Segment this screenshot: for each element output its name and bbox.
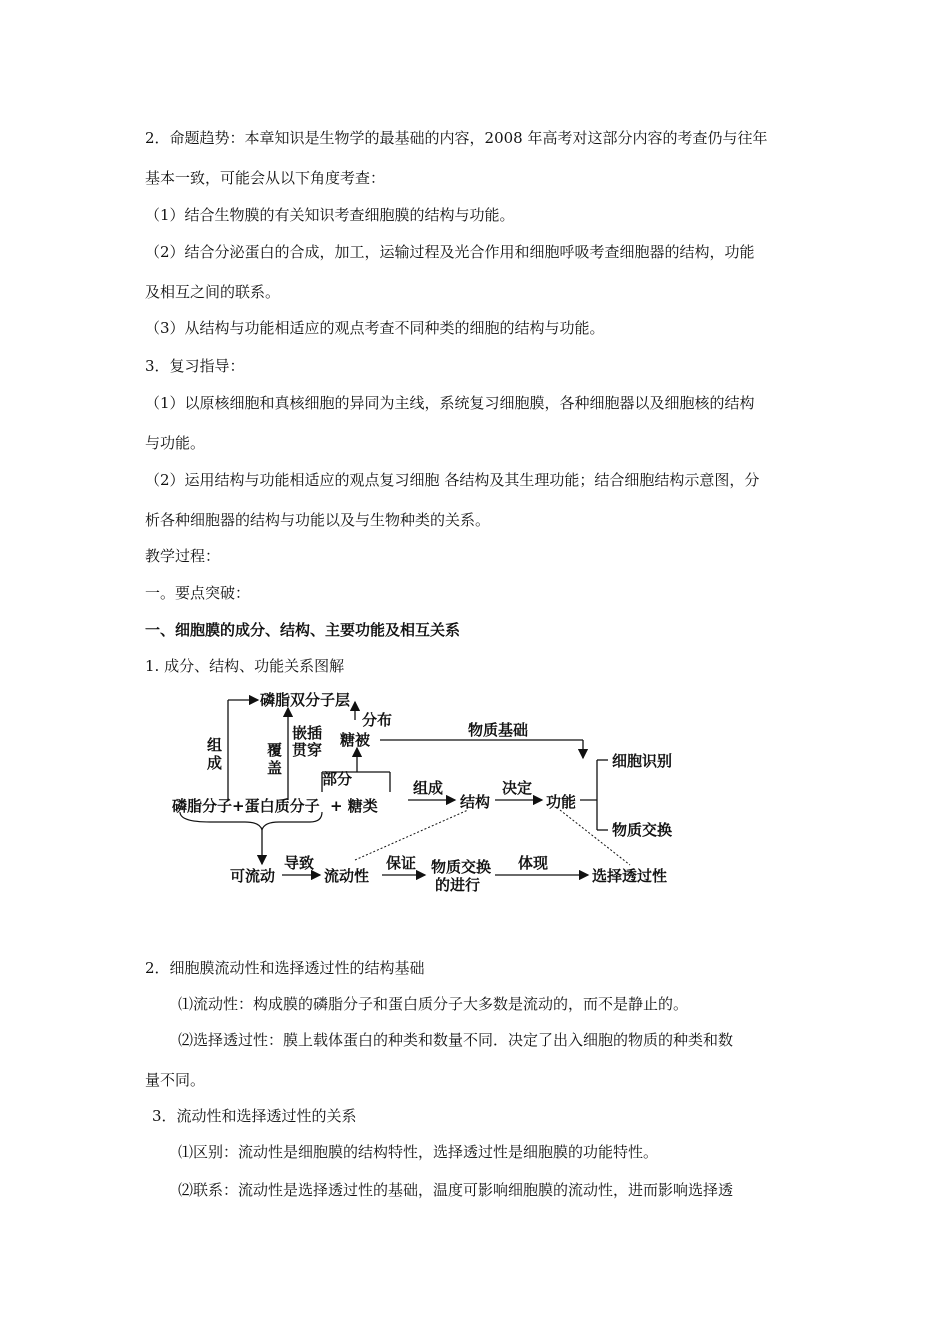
membrane-relationship-diagram <box>150 680 710 900</box>
list-item: ⑵联系：流动性是选择透过性的基础，温度可影响细胞膜的流动性，进而影响选择透 <box>178 1181 734 1199</box>
label-ensure: 保证 <box>386 854 417 872</box>
list-item-cont: 及相互之间的联系。 <box>145 283 281 301</box>
label-material-exchange: 物质交换 <box>612 821 673 839</box>
label-cell-recognition: 细胞识别 <box>612 752 673 770</box>
list-item: （3）从结构与功能相适应的观点考查不同种类的细胞的结构与功能。 <box>145 319 605 337</box>
label-embed: 嵌插 <box>292 724 323 742</box>
paragraph-trend-cont: 基本一致，可能会从以下角度考查： <box>145 169 386 187</box>
label-penetrate: 贯穿 <box>292 741 323 759</box>
list-item: ⑴区别：流动性是细胞膜的结构特性，选择透过性是细胞膜的功能特性。 <box>178 1143 659 1161</box>
list-item: （1）结合生物膜的有关知识考查细胞膜的结构与功能。 <box>145 206 515 224</box>
subheading: 2．细胞膜流动性和选择透过性的结构基础 <box>145 959 425 977</box>
label-exchange-2: 的进行 <box>435 876 481 894</box>
list-item-cont: 析各种细胞器的结构与功能以及与生物种类的关系。 <box>145 511 491 529</box>
label-distribute: 分布 <box>362 711 393 729</box>
list-item-cont: 与功能。 <box>145 434 206 452</box>
label-exchange-1: 物质交换 <box>431 858 492 876</box>
label-compose: 组成 <box>413 779 444 797</box>
bold-heading: 一、细胞膜的成分、结构、主要功能及相互关系 <box>145 621 461 639</box>
label-plus-sugar: + 糖类 <box>330 797 378 815</box>
label-compose-v1: 组 <box>207 736 223 754</box>
dotted-link-left <box>355 810 468 860</box>
label-material-basis: 物质基础 <box>468 721 529 739</box>
section-heading: 一。要点突破： <box>145 584 251 602</box>
list-item: （2）结合分泌蛋白的合成，加工，运输过程及光合作用和细胞呼吸考查细胞器的结构，功能 <box>145 243 755 261</box>
section-heading: 教学过程： <box>145 547 221 565</box>
label-cover-1: 覆 <box>267 741 283 759</box>
list-item: （1）以原核细胞和真核细胞的异同为主线，系统复习细胞膜，各种细胞器以及细胞核的结构 <box>145 394 755 412</box>
subheading: 3．流动性和选择透过性的关系 <box>152 1107 357 1125</box>
label-bilayer: 磷脂双分子层 <box>260 691 351 709</box>
label-cover-2: 盖 <box>267 759 283 777</box>
subheading: 1. 成分、结构、功能关系图解 <box>145 657 345 675</box>
label-selective: 选择透过性 <box>592 867 668 885</box>
list-item-cont: 量不同。 <box>145 1071 206 1089</box>
label-glycocalyx: 糖被 <box>340 731 371 749</box>
list-item: ⑵选择透过性：膜上载体蛋白的种类和数量不同．决定了出入细胞的物质的种类和数 <box>178 1031 734 1049</box>
label-leads-to: 导致 <box>284 854 315 872</box>
label-decide: 决定 <box>502 779 533 797</box>
label-part: 部分 <box>322 770 353 788</box>
label-function: 功能 <box>546 793 577 811</box>
label-fluidity: 流动性 <box>324 867 370 885</box>
label-embody: 体现 <box>518 854 549 872</box>
label-phospholipid-protein: 磷脂分子+蛋白质分子 <box>172 797 320 815</box>
label-structure: 结构 <box>460 793 491 811</box>
section-heading: 3．复习指导： <box>145 357 245 375</box>
label-mobile: 可流动 <box>230 867 276 885</box>
list-item: ⑴流动性：构成膜的磷脂分子和蛋白质分子大多数是流动的，而不是静止的。 <box>178 995 689 1013</box>
paragraph-trend: 2．命题趋势：本章知识是生物学的最基础的内容，2008 年高考对这部分内容的考查仍与往年 <box>145 129 768 147</box>
label-compose-v2: 成 <box>207 754 223 772</box>
list-item: （2）运用结构与功能相适应的观点复习细胞 各结构及其生理功能；结合细胞结构示意图，分 <box>145 471 760 489</box>
